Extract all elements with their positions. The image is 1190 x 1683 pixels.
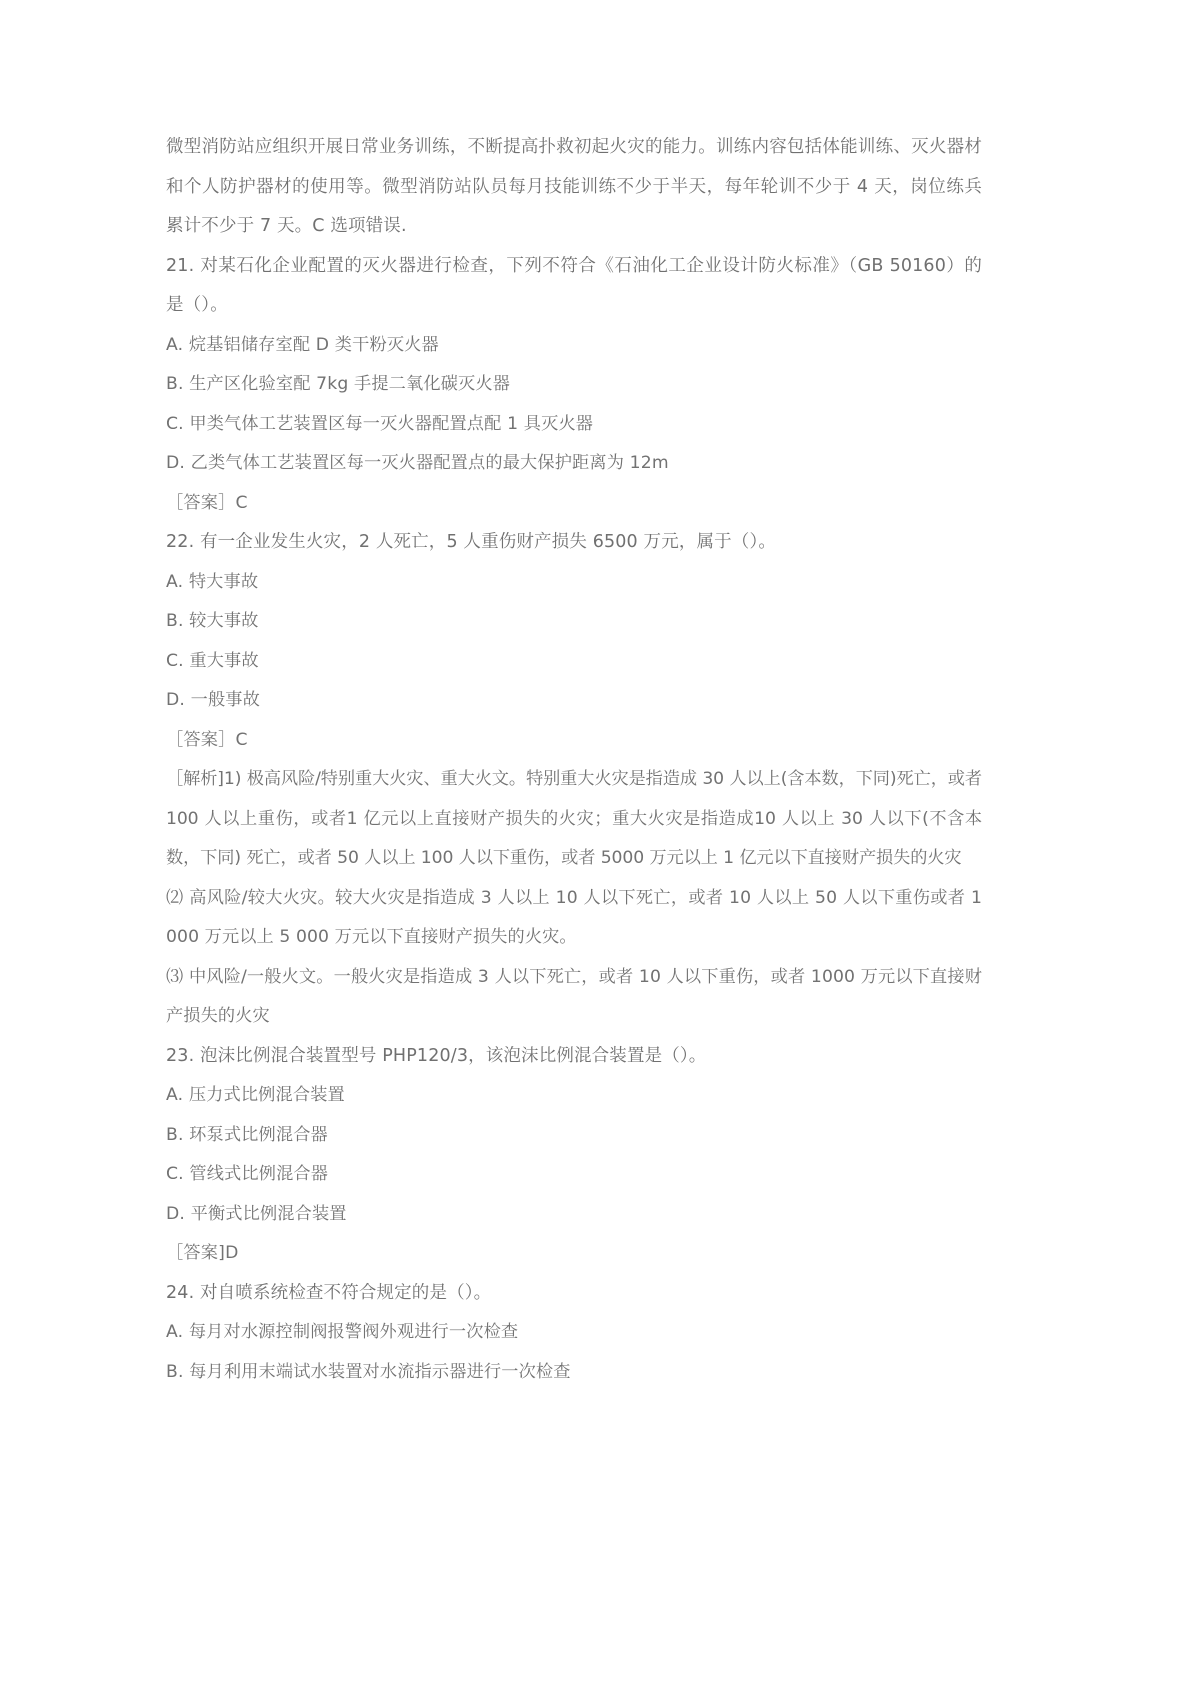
- intro-paragraph: 微型消防站应组织开展日常业务训练，不断提高扑救初起火灾的能力。训练内容包括体能训练、灭火器材和个人防护器材的使用等。微型消防站队员每月技能训练不少于半天，每年轮训不少于 4 天，岗位练兵累计不少于 7 天。C 选项错误.: [166, 137, 982, 236]
- question-22-stem: 22. 有一企业发生火灾，2 人死亡，5 人重伤财产损失 6500 万元，属于（）。: [166, 532, 776, 552]
- question-22-explanation-1: ［解析]1) 极高风险/特别重大火灾、重大火文。特别重大火灾是指造成 30 人以上(含本数，下同)死亡，或者100 人以上重伤，或者1 亿元以上直接财产损失的火灾；重大火灾是指造成10 人以上 30 人以下(不含本数，下同) 死亡，或者 50 人以上 100 人以下重伤，或者 5000 万元以上 1 亿元以下直接财产损失的火灾: [166, 769, 982, 868]
- question-23-option-c: C. 管线式比例混合器: [166, 1164, 329, 1184]
- question-23-option-d: D. 平衡式比例混合装置: [166, 1203, 347, 1224]
- question-21-stem: 21. 对某石化企业配置的灭火器进行检查，下列不符合《石油化工企业设计防火标准》（GB 50160）的是（）。: [166, 255, 982, 315]
- question-21-option-b: B. 生产区化验室配 7kg 手提二氧化碳灭火器: [166, 374, 511, 394]
- question-22-option-d: D. 一般事故: [166, 690, 260, 710]
- question-24-option-b: B. 每月利用末端试水装置对水流指示器进行一次检查: [166, 1361, 571, 1382]
- document-body: [166, 128, 982, 1392]
- question-24-option-a: A. 每月对水源控制阀报警阀外观进行一次检查: [166, 1322, 519, 1342]
- question-22-option-a: A. 特大事故: [166, 571, 259, 592]
- question-22-explanation-2: ⑵ 高风险/较大火灾。较大火灾是指造成 3 人以上 10 人以下死亡，或者 10 人以上 50 人以下重伤或者 1 000 万元以上 5 000 万元以下直接财产损失的火灾。: [166, 887, 982, 947]
- question-23-option-a: A. 压力式比例混合装置: [166, 1085, 345, 1105]
- question-22-option-c: C. 重大事故: [166, 650, 259, 671]
- question-22-option-b: B. 较大事故: [166, 611, 259, 631]
- question-24-stem: 24. 对自喷系统检查不符合规定的是（）。: [166, 1282, 492, 1303]
- question-22-explanation-3: ⑶ 中风险/一般火文。一般火灾是指造成 3 人以下死亡，或者 10 人以下重伤，或者 1000 万元以下直接财产损失的火灾: [166, 966, 982, 1026]
- question-23-stem: 23. 泡沫比例混合装置型号 PHP120/3，该泡沫比例混合装置是（）。: [166, 1045, 707, 1066]
- question-21-option-a: A. 烷基铝储存室配 D 类干粉灭火器: [166, 334, 439, 355]
- question-21-answer: ［答案］C: [166, 492, 248, 513]
- question-21-option-d: D. 乙类气体工艺装置区每一灭火器配置点的最大保护距离为 12m: [166, 453, 669, 473]
- question-23-option-b: B. 环泵式比例混合器: [166, 1124, 328, 1145]
- question-22-answer: ［答案］C: [166, 729, 248, 750]
- question-21-option-c: C. 甲类气体工艺装置区每一灭火器配置点配 1 具灭火器: [166, 413, 594, 434]
- question-23-answer: ［答案]D: [166, 1243, 239, 1263]
